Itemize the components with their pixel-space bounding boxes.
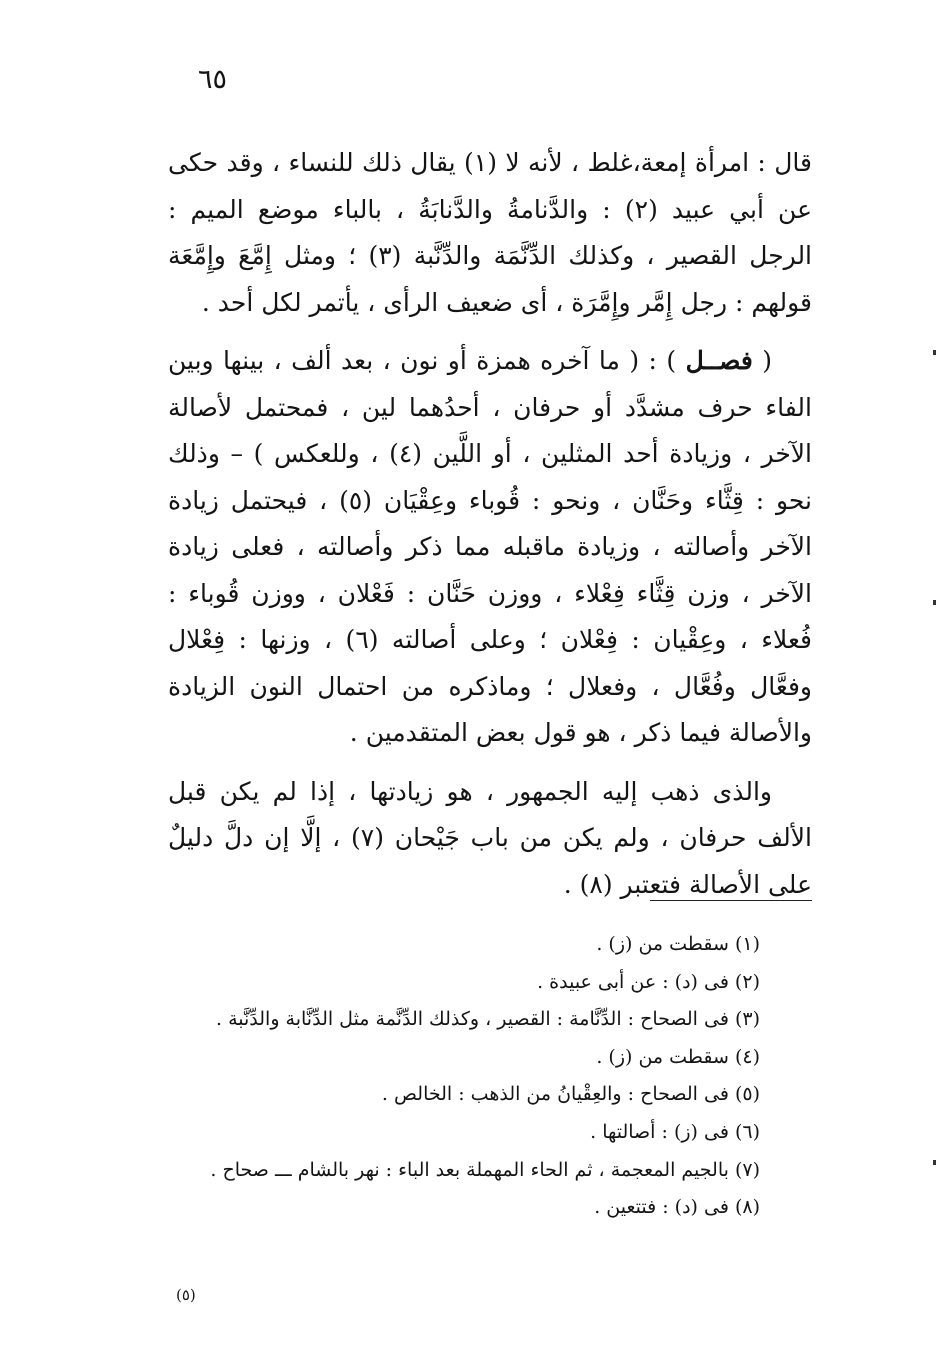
- paragraph-3: [168, 769, 812, 909]
- footnote-1: (١) سقطت من (ز) .: [596, 933, 760, 955]
- footnote-8: (٨) فى (د) : فتتعين .: [594, 1196, 760, 1219]
- footnote-2: (٢) فى (د) : عن أبى عبيدة .: [537, 970, 760, 993]
- section-heading: فصــل: [685, 346, 753, 375]
- paragraph-1: قال : امرأة إمعة،غلط ، لأنه لا (١) يقال ذلك للنساء ، وقد حكى عن أبي عبيد (٢) : والدَّنامةُ والدَّنابَةُ ، بالباء موضع الميم : الرجل القصير ، وكذلك الدِّنَّمَة والدِّنَّبة (٣) ؛ ومثل إِمَّعَ وإِمَّعَة قولهم : رجل إِمَّر وإِمَّرَة ، أى ضعيف الرأى ، يأتمر لكل أحد .: [168, 148, 813, 317]
- main-text-body: [168, 140, 812, 908]
- page-number: ٦٥: [198, 64, 228, 95]
- footnote-3: (٣) فى الصحاح : الدِّنَّامة : القصير ، وكذلك الدِّنَّمة مثل الدِّنَّابة والدِّنَّبة .: [216, 1008, 760, 1031]
- paragraph-2: [168, 338, 812, 757]
- footnote-5: (٥) فى الصحاح : والعِقْيانُ من الذهب : الخالص .: [381, 1083, 760, 1106]
- footnote-6: (٦) فى (ز) : أصالتها .: [590, 1120, 760, 1143]
- margin-speck: [933, 1160, 936, 1165]
- margin-speck: [933, 600, 936, 605]
- footnotes: [120, 926, 760, 1227]
- footnote-7: (٧) بالجيم المعجمة ، ثم الحاء المهملة بعد الباء : نهر بالشام ـــ صحاح .: [210, 1158, 760, 1181]
- footnote-separator: [650, 900, 812, 901]
- paragraph-3-text: والذى ذهب إليه الجمهور ، هو زيادتها ، إذا لم يكن قبل الألف حرفان ، ولم يكن من باب جَيْحان (٧) ، إلَّا إن دلَّ دليلٌ على الأصالة فتعتبر (٨) .: [168, 776, 812, 899]
- margin-speck: [933, 350, 936, 355]
- paragraph-2-text: ) : ( ما آخره همزة أو نون ، بعد ألف ، بينها وبين الفاء حرف مشدَّد أو حرفان ، أحدُهما لين ، فمحتمل لأصالة الآخر ، وزيادة أحد المثلين ، أو اللَّين (٤) ، وللعكس ) – وذلك نحو : قِثَّاء وحَنَّان ، ونحو : قُوباء وعِقْيَان (٥) ، فيحتمل زيادة الآخر وأصالته ، وزيادة ماقبله مما ذكر وأصالته ، فعلى زيادة الآخر ، وزن قِثَّاء فِعْلاء ، ووزن حَنَّان : فَعْلان ، ووزن قُوباء : فُعلاء ، وعِقْيان : فِعْلان ؛ وعلى أصالته (٦) ، وزنها : فِعْلال وفعَّال وفُعَّال ، وفعلال ؛ وماذكره من احتمال النون الزيادة والأصالة فيما ذكر ، هو قول بعض المتقدمين .: [168, 346, 812, 747]
- printer-signature-mark: (٥): [176, 1286, 196, 1304]
- footnote-4: (٤) سقطت من (ز) .: [596, 1045, 760, 1068]
- paragraph-2-open-paren: (: [762, 346, 772, 375]
